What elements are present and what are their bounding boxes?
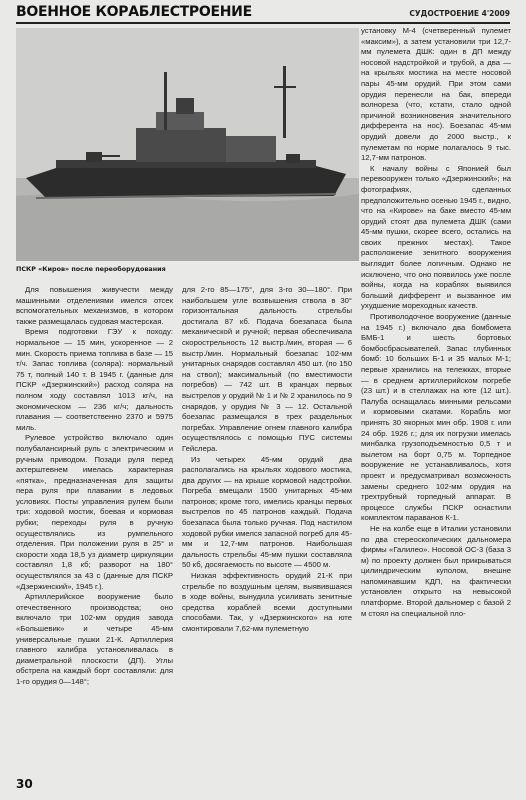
paragraph: К началу войны с Японией был перевооружен только «Дзержинский»; на фотографиях, сделанных предположительно осенью 1945 г., видно, что на «Кирове» на баке вместо 45-мм орудий стоят два пулемета ДШК (сами 45-мм пушки, скорее всего, остались на своих прежних местах). Такое расположение зенитного вооружения выглядит более логичным. Однако не исключено, что оно появилось уже после войны, когда на кораблях выявился больший дифферент и вызванное им ухудшение мореходных качеств. (361, 163, 511, 311)
text-column-1 (16, 285, 173, 688)
paragraph: Для повышения живучести между машинными отделениями имелся отсек вспомогательных механизмов, в котором также размещалась судовая мастерская. (16, 285, 173, 326)
paragraph: Не на колбе еще в Италии установили по два стереоскопических дальномера фирмы «Галилео». Носовой ОС-3 (база 3 м) по проекту должен был прикрываться цилиндрическим куполом, внешне напоминавшим КДП, на фактически установлен открыто на невысокой платформе. Второй дальномер с базой 2 м стоял на специальной пло- (361, 523, 511, 618)
paragraph: Противолодочное вооружение (данные на 1945 г.) включало два бомбомета БМБ-1 и шесть бортовых бомбосбрасывателей. Запас глубинных бомб: 10 больших Б-1 и 35 малых М-1; первые хранились на тележках, вторые — в среднем артиллерийском погребе (23 шт.) и в стеллажах на юте (12 шт.). Палуба оснащалась минными рельсами и кормовыми скатами. Корабль мог принять 30 якорных мин обр. 1908 г. или 24 обр. 1926 г.; для их погрузки имелась минбалка грузоподъемностью 0,5 т и вылетом на борт 0,75 м. Торпедное вооружение не устанавливалось, хотя проект и предусматривал возможность замены среднего 102-мм орудия на трехтрубный торпедный аппарат. В процессе службы ПСКР оснастили комплектом параванов К-1. (361, 312, 511, 523)
ship-photo (16, 28, 359, 261)
paragraph: установку М-4 (счетверенный пулемет «максим»), а затем установили три 12,7-мм пулемета ДШК: один в ДП между носовой надстройкой и трубой, а два — на крыльях мостика на месте носовой пары 45-мм орудий. При этом сами орудия перенесли на бак, впереди волнореза (что, кстати, стало одной причиной возникновения значительного дифферента на нос). Боезапас 45-мм орудий довели до 2000 выстр., к пулеметам по норме полагалось 9 тыс. 12,7-мм патронов. (361, 26, 511, 163)
page-number: 30 (16, 777, 33, 791)
paragraph: Низкая эффективность орудий 21-К при стрельбе по воздушным целям, выявившаяся в ходе войны, вынудила усиливать зенитные средства кораблей всеми доступными способами. Так, у «Дзержинского» на юте смонтировали 7,62-мм пулеметную (182, 571, 352, 633)
paragraph: Время подготовки ГЭУ к походу: нормальное — 15 мин, ускоренное — 2 мин. Скорость приема топлива в базе — 15 т/ч. Запас топлива (солярa): нормальный 75 т, полный 140 т. В 1945 г. (данные для ПСКР «Дзержинский») расход солярa на полном ходу составлял 1013 кг/ч, на экономическом — 236 кг/ч; дальность плавания — соответственно 2370 и 5975 миль. (16, 327, 173, 432)
paragraph: Рулевое устройство включало один полубалансирный руль с электрическим и ручным приводом. Позади руля перед ахтерштевнем имелась характерная «пятка», предназначенная для защиты пера руля при плавании в ледовых условиях. Посты управления рулем были три: ходовой мостик, боевая и кормовая рубки; переходы руля в ручную осуществлялись из румпельного отделения. При положении руля в 25° и скорости хода 18,5 уз диаметр циркуляции составлял 1,8 кб; разворот на 180° осуществлялся за 43 с (данные для ПСКР «Дзержинский», 1945 г.). (16, 433, 173, 591)
photo-caption: ПСКР «Киров» после переоборудования (16, 265, 166, 273)
paragraph: Артиллерийское вооружение было отечественного производства; оно включало три 102-мм орудия завода «Большевик» и четыре 45-мм универсальные пушки 21-К. Артиллерия главного калибра установливалась в диаметральной плоскости (ДП). Углы обстрела на каждый борт составляли: для 1-го орудия 0—148°; (16, 592, 173, 686)
paragraph: для 2-го 85—175°, для 3-го 30—180°. При наибольшем угле возвышения ствола в 30° горизонтальная дальность стрельбы достигала 87 кб. Подача боезапаса была механической и ручной; первая обеспечивала скорострельность 12 выстр./мин, вторая — 6 выстр./мин. Нормальный боезапас 102-мм унитарных снарядов составлял 450 шт. (по 150 на ствол); максимальный (по вместимости погребов) — 742 шт. В кранцах первых выстрелов у орудий № 1 и № 2 хранилось по 9 снарядов, у орудия № 3 — 12. Остальной боезапас размещался в трех раздельных погребах. Управление огнем главного калибра осуществлялось с помощью ПУС системы Гейслера. (182, 285, 352, 453)
text-column-2 (182, 285, 352, 635)
journal-issue: СУДОСТРОЕНИЕ 4'2009 (409, 9, 510, 18)
header-rule (16, 22, 510, 24)
text-column-3 (361, 26, 511, 619)
paragraph: Из четырех 45-мм орудий два располагались на крыльях ходового мостика, два других — на крыше кормовой надстройки. Погреба вмещали 1500 унитарных 45-мм патронов; кроме того, имелись кранцы первых выстрелов по 45 патронов каждый. Подача боезапаса была только ручная. Под настилом ходовой рубки имелся запасной погреб для 45-мм и 12,7-мм патронов. Наибольшая дальность стрельбы 45-мм пушки составляла 50 кб, досягаемость по высоте — 4500 м. (182, 454, 352, 570)
section-title: ВОЕННОЕ КОРАБЛЕСТРОЕНИЕ (16, 4, 252, 20)
ship-illustration (16, 28, 359, 261)
